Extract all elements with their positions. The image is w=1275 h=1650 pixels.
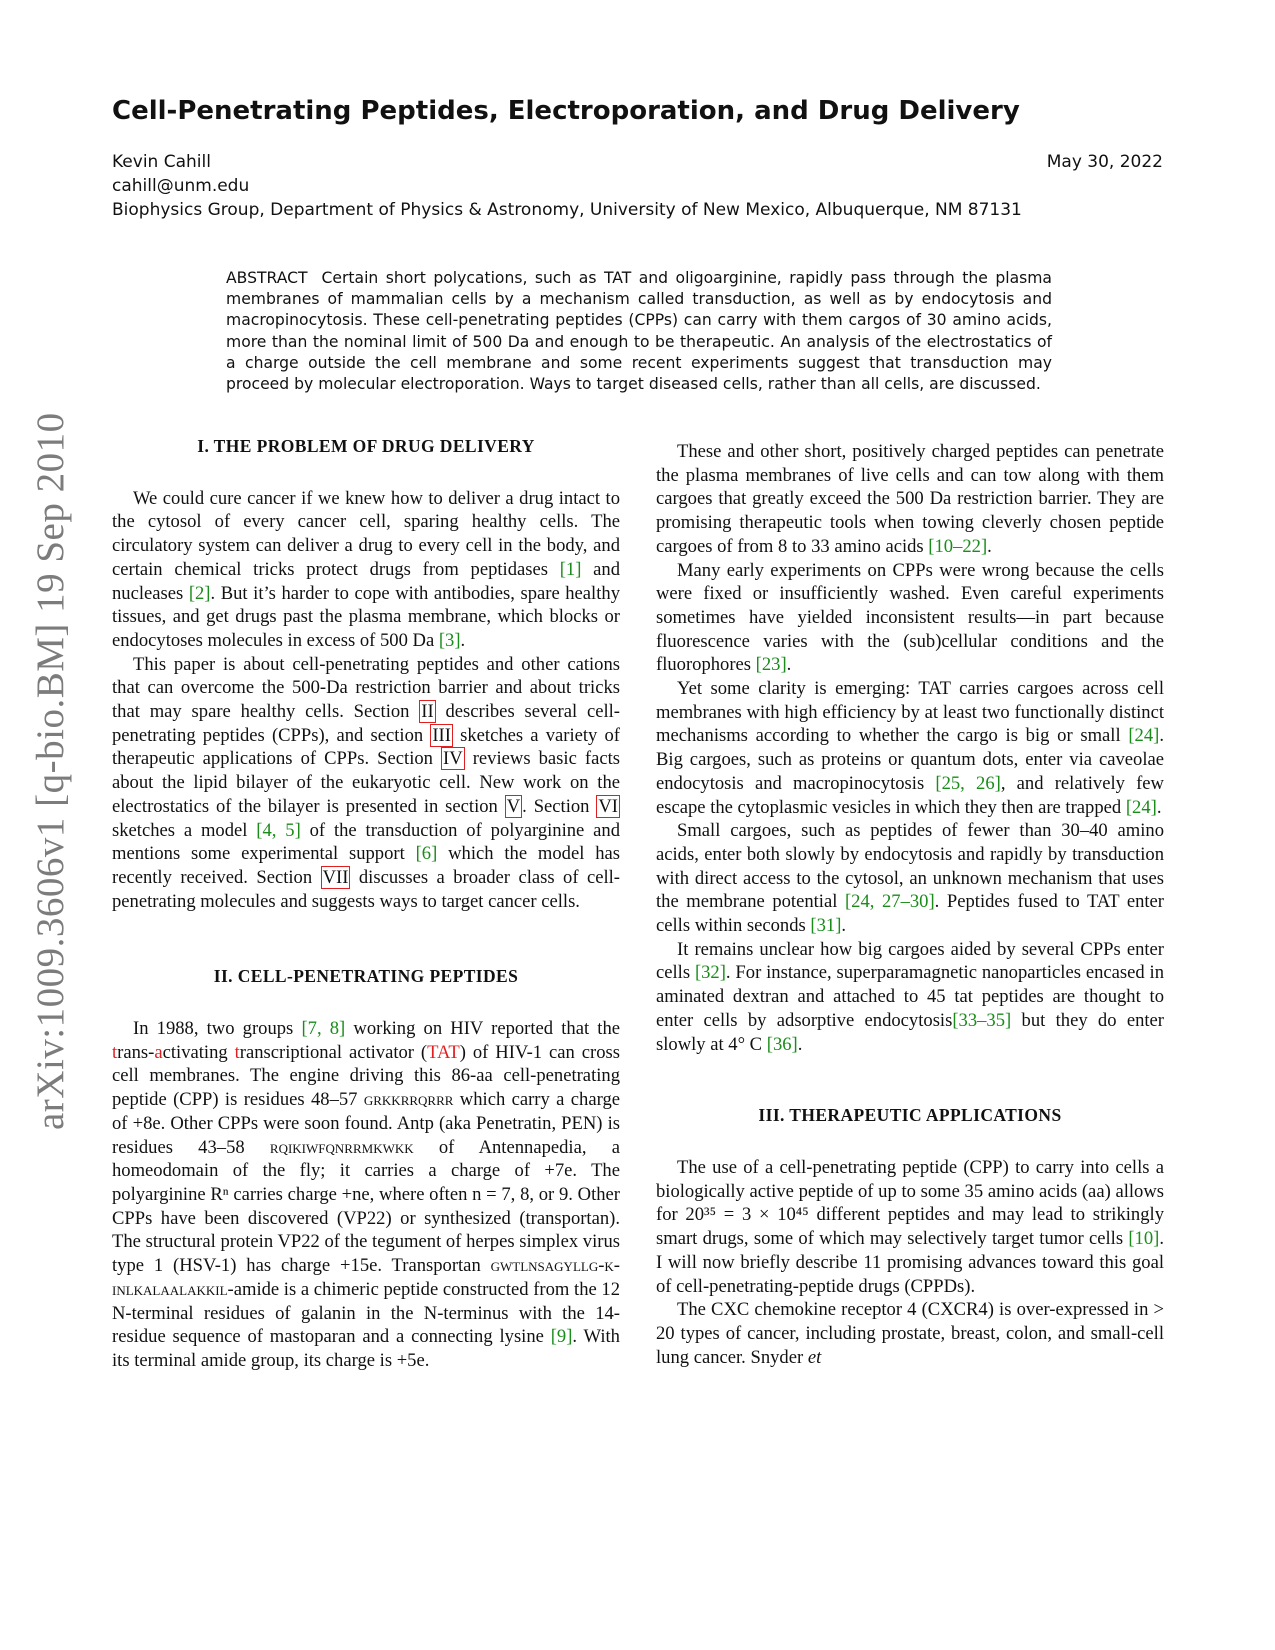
text-run: describes several cell-penetrating peptides (CPPs), and section xyxy=(112,701,620,746)
arxiv-identifier-stamp: arXiv:1009.3606v1 [q-bio.BM] 19 Sep 2010 xyxy=(29,412,72,1130)
author-name: Kevin Cahill xyxy=(112,152,211,172)
citation-link[interactable]: [23] xyxy=(755,654,787,676)
text-run: It remains unclear how big cargoes aided by several CPPs enter cells xyxy=(656,938,1164,984)
peptide-sequence: gwtlnsagyllg-k-inlkalaalakkil xyxy=(112,1255,620,1300)
section-2-paragraph-6 xyxy=(656,938,1164,1057)
abstract-label: ABSTRACT xyxy=(226,269,308,287)
text-run: and nucleases xyxy=(112,558,620,604)
section-2-paragraph-1 xyxy=(112,1017,620,1373)
section-3-paragraph-2 xyxy=(656,1298,1164,1369)
citation-link[interactable]: 26] xyxy=(976,772,1001,794)
citation-link[interactable]: [3] xyxy=(438,629,461,651)
section-1-paragraph-2 xyxy=(112,653,620,914)
citation-link[interactable]: [1] xyxy=(559,558,582,580)
text-run: of Antennapedia, a homeodomain of the fly; it carries a charge of +7e. The polyarginine Rⁿ carries charge +ne, where often n = 7, 8, or 9. Other CPPs have been discovered (VP22) or synthesized (transportan). The structural protein VP22 of the tegument of herpes simplex virus type 1 (HSV-1) has charge +15e. Transportan xyxy=(112,1136,620,1277)
highlight-letter: a xyxy=(154,1041,163,1063)
text-run: ) of HIV-1 can cross cell membranes. The engine driving this 86-aa cell-penetrating peptide (CPP) is residues 48–57 xyxy=(112,1041,620,1111)
citation-link[interactable]: [24] xyxy=(1128,725,1160,747)
text-run: . I will now briefly describe 11 promising advances toward this goal of cell-penetrating-peptide drugs (CPPDs). xyxy=(656,1228,1164,1297)
text-run: sketches a variety of therapeutic applications of CPPs. Section xyxy=(112,724,620,770)
abstract xyxy=(226,268,1052,395)
paper-date: May 30, 2022 xyxy=(1046,152,1163,172)
peptide-sequence: grkkrrqrrr xyxy=(363,1089,454,1111)
text-run: which the model has recently received. Section xyxy=(112,843,620,888)
section-1-paragraph-1 xyxy=(112,487,620,653)
section-2-paragraph-2 xyxy=(656,440,1164,559)
highlight-letter: t xyxy=(112,1041,118,1063)
text-run: In 1988, two groups xyxy=(133,1018,302,1040)
section-heading-2: II. CELL-PENETRATING PEPTIDES xyxy=(213,966,519,987)
text-run: Small cargoes, such as peptides of fewer than 30–40 amino acids, enter both slowly by endocytosis and rapidly by transduction with direct access to the cytosol, an unknown mechanism that uses the membrane potential xyxy=(656,820,1164,913)
text-run: . With its terminal amide group, its charge is +5e. xyxy=(112,1326,620,1371)
section-3-paragraph-1 xyxy=(656,1156,1164,1298)
text-run: These and other short, positively charged peptides can penetrate the plasma membranes of live cells and can tow along with them cargoes that greatly exceed the 500 Da restriction barrier. They are promising therapeutic tools when towing cleverly chosen peptide cargoes of from 8 to 33 amino acids xyxy=(656,441,1164,557)
text-run: ranscriptional activator ( xyxy=(239,1041,428,1063)
text-run: discusses a broader class of cell-penetrating molecules and suggests ways to target cancer cells. xyxy=(112,866,620,912)
text-run: . Section xyxy=(522,795,597,817)
citation-link[interactable]: [31] xyxy=(810,915,842,937)
text-run: rans- xyxy=(117,1041,155,1063)
citation-link[interactable]: [2] xyxy=(188,582,211,604)
acronym-link[interactable]: TAT xyxy=(427,1041,460,1063)
text-run: . xyxy=(987,535,992,557)
text-run: of the transduction of polyarginine and mentions some experimental support xyxy=(112,819,620,865)
text-run: The CXC chemokine receptor 4 (CXCR4) is over-expressed in > 20 types of cancer, including prostate, breast, colon, and small-cell lung cancer. Snyder xyxy=(656,1299,1164,1368)
section-link[interactable]: II xyxy=(421,701,434,723)
text-run: Many early experiments on CPPs were wrong because the cells were fixed or insufficiently washed. Even careful experiments sometimes have yielded inconsistent results—in part because fluorescence varies with the (sub)cellular conditions and the fluorophores xyxy=(656,559,1164,676)
text-run: . xyxy=(460,629,466,651)
author-email: cahill@unm.edu xyxy=(112,176,250,196)
section-link[interactable]: VII xyxy=(322,866,349,888)
citation-link[interactable]: [7, xyxy=(301,1018,322,1040)
author-affiliation: Biophysics Group, Department of Physics & Astronomy, University of New Mexico, Albuquerque, NM 87131 xyxy=(112,200,1022,220)
citation-link[interactable]: [33–35] xyxy=(952,1009,1012,1031)
text-run: -amide is a chimeric peptide constructed from the 12 N-terminal residues of galanin in the N-terminus with the 14-residue sequence of mastoparan and a connecting lysine xyxy=(112,1278,620,1348)
italic-text: et xyxy=(807,1346,822,1368)
citation-link[interactable]: [36] xyxy=(766,1033,798,1055)
citation-link[interactable]: 8] xyxy=(329,1018,346,1040)
paper-title: Cell-Penetrating Peptides, Electroporation, and Drug Delivery xyxy=(112,96,1020,126)
text-run: which carry a charge of +8e. Other CPPs were soon found. Antp (aka Penetratin, PEN) is residues 43–58 xyxy=(112,1089,620,1158)
text-run: . Peptides fused to TAT enter cells within seconds xyxy=(656,891,1164,937)
left-column xyxy=(112,435,620,1373)
section-2-paragraph-5 xyxy=(656,819,1164,938)
text-run: . But it’s harder to cope with antibodies, spare healthy tissues, and get drugs past the plasma membrane, which blocks or endocytoses molecules in excess of 500 Da xyxy=(112,582,620,651)
citation-link[interactable]: [24] xyxy=(1125,796,1157,818)
citation-link[interactable]: [24, xyxy=(844,891,875,913)
citation-link[interactable]: [25, xyxy=(935,772,965,794)
section-2-paragraph-3 xyxy=(656,559,1164,678)
text-run: , and relatively few escape the cytoplasmic vesicles in which they then are trapped xyxy=(656,772,1164,818)
text-run: This paper is about cell-penetrating peptides and other cations that can overcome the 500-Da restriction barrier and about tricks that may spare healthy cells. Section xyxy=(112,653,620,723)
text-run: ctivating xyxy=(162,1041,235,1063)
citation-link[interactable]: [9] xyxy=(550,1326,573,1348)
section-link[interactable]: VI xyxy=(598,795,618,817)
citation-link[interactable]: [6] xyxy=(415,843,438,865)
abstract-text: Certain short polycations, such as TAT and oligoarginine, rapidly pass through the plasma membranes of mammalian cells by a mechanism called transduction, as well as by endocytosis and macropinocytosis. These cell-penetrating peptides (CPPs) can carry with them cargos of 30 amino acids, more than the nominal limit of 500 Da and enough to be therapeutic. An analysis of the electrostatics of a charge outside the cell membrane and some recent experiments suggest that transduction may proceed by molecular electroporation. Ways to target diseased cells, rather than all cells, are discussed. xyxy=(226,269,1052,394)
text-run: . xyxy=(841,915,847,937)
section-heading-3: III. THERAPEUTIC APPLICATIONS xyxy=(758,1105,1062,1126)
citation-link[interactable]: 27–30] xyxy=(881,891,935,913)
text-run: . Big cargoes, such as proteins or quantum dots, enter via caveolae endocytosis and macropinocytosis xyxy=(656,725,1164,794)
text-run: reviews basic facts about the lipid bilayer of the eukaryotic cell. New work on the electrostatics of the bilayer is presented in section xyxy=(112,748,620,817)
text-run: The use of a cell-penetrating peptide (CPP) to carry into cells a biologically active peptide of up to some 35 amino acids (aa) allows for 20³⁵ = 3 × 10⁴⁵ different peptides and may lead to strikingly smart drugs, some of which may selectively target tumor cells xyxy=(656,1156,1164,1250)
citation-link[interactable]: [10–22] xyxy=(928,535,988,557)
text-run: Yet some clarity is emerging: TAT carries cargoes across cell membranes with high efficiency by at least two functionally distinct mechanisms according to whether the cargo is big or small xyxy=(656,678,1164,747)
section-2-paragraph-4 xyxy=(656,677,1164,819)
text-run: . xyxy=(786,654,792,676)
right-column xyxy=(656,440,1164,1369)
citation-link[interactable]: [32] xyxy=(694,962,726,984)
text-run: . xyxy=(797,1033,803,1055)
section-link[interactable]: V xyxy=(506,795,521,817)
section-link[interactable]: III xyxy=(432,724,451,746)
text-run: sketches a model xyxy=(112,819,257,841)
citation-link[interactable]: [4, xyxy=(256,819,277,841)
highlight-letter: t xyxy=(234,1041,240,1063)
text-run: . For instance, superparamagnetic nanoparticles encased in aminated dextran and attached to 45 tat peptides are thought to enter cells by adsorptive endocytosis xyxy=(656,962,1164,1031)
text-run: but they do enter slowly at 4° C xyxy=(656,1009,1165,1055)
text-run: We could cure cancer if we knew how to deliver a drug intact to the cytosol of every cancer cell, sparing healthy cells. The circulatory system can deliver a drug to every cell in the body, and certain chemical tricks protect drugs from peptidases xyxy=(112,487,620,580)
text-run: working on HIV reported that the xyxy=(345,1018,620,1040)
section-link[interactable]: IV xyxy=(443,748,463,770)
section-heading-1: I. THE PROBLEM OF DRUG DELIVERY xyxy=(197,436,535,456)
peptide-sequence: rqikiwfqnrrmkwkk xyxy=(269,1136,414,1158)
citation-link[interactable]: 5] xyxy=(285,819,301,841)
citation-link[interactable]: [10] xyxy=(1128,1228,1160,1250)
text-run: . xyxy=(1156,796,1162,818)
